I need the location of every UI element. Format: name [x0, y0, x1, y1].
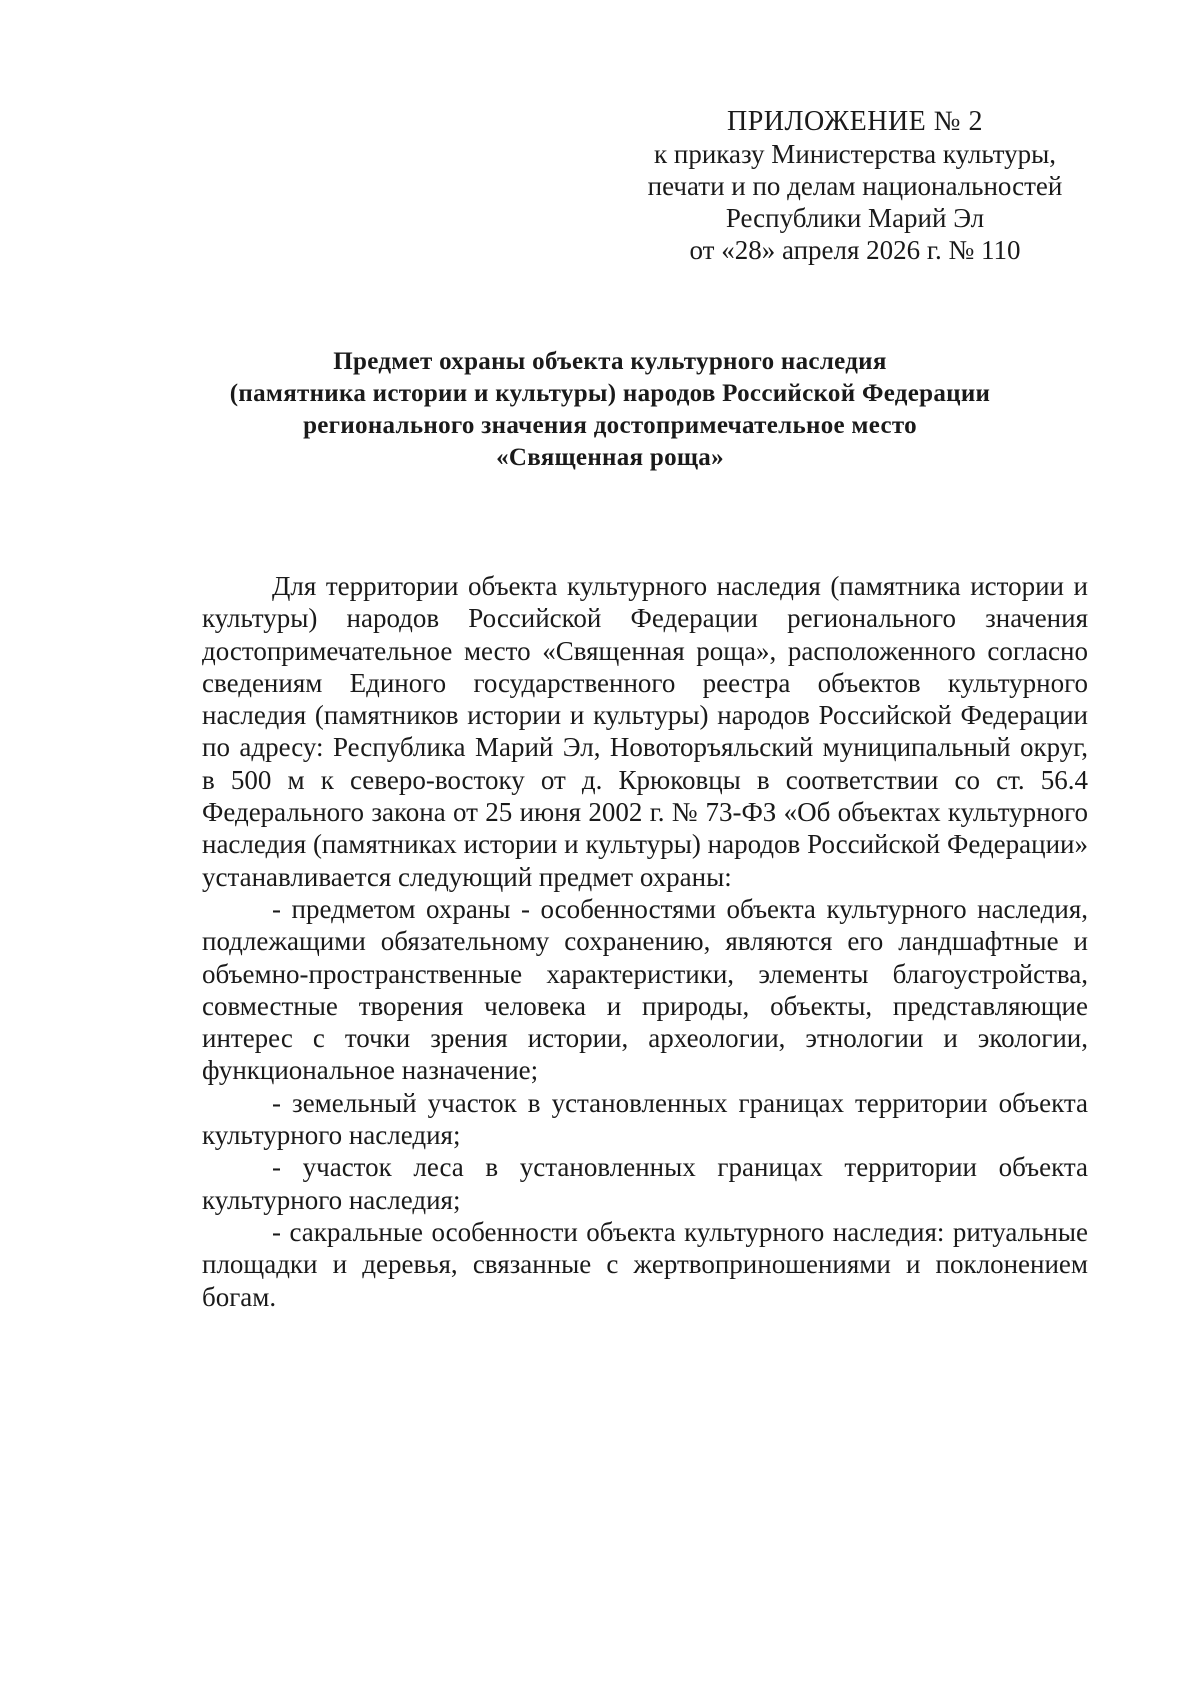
title-line: (памятника истории и культуры) народов Российской Федерации [229, 380, 991, 407]
appendix-title: ПРИЛОЖЕНИЕ № 2 [727, 106, 983, 137]
list-item: - сакральные особенности объекта культурного наследия: ритуальные площадки и деревья, связанные с жертвоприношениями и поклонением богам. [202, 1216, 1088, 1312]
appendix-line: печати и по делам национальностей [647, 171, 1063, 201]
document-title [150, 346, 1070, 474]
list-item: - земельный участок в установленных границах территории объекта культурного наследия; [202, 1087, 1088, 1151]
document-body [202, 570, 1088, 1313]
appendix-line: Республики Марий Эл [725, 203, 985, 233]
appendix-header [620, 106, 1090, 266]
appendix-order-date: от «28» апреля 2026 г. № 110 [689, 235, 1021, 265]
list-item: - участок леса в установленных границах территории объекта культурного наследия; [202, 1152, 1088, 1215]
appendix-line: к приказу Министерства культуры, [654, 139, 1056, 169]
title-line: регионального значения достопримечательное место [303, 412, 917, 439]
body-paragraph: Для территории объекта культурного наследия (памятника истории и культуры) народов Российской Федерации регионального значения достопримечательное место «Священная роща», расположенного согласно сведениям Единого государственного реестра объектов культурного наследия (памятников истории и культуры) народов Российской Федерации по адресу: Республика Марий Эл, Новоторъяльский муниципальный округ, в 500 м к северо-востоку от д. Крюковцы в соответствии со ст. 56.4 Федерального закона от 25 июня 2002 г. № 73-ФЗ «Об объектах культурного наследия (памятниках истории и культуры) народов Российской Федерации» устанавливается следующий предмет охраны: [202, 571, 1088, 892]
title-line: Предмет охраны объекта культурного наследия [333, 348, 887, 375]
list-item: - предметом охраны - особенностями объекта культурного наследия, подлежащими обязательному сохранению, являются его ландшафтные и объемно-пространственные характеристики, элементы благоустройства, совместные творения человека и природы, объекты, представляющие интерес с точки зрения истории, археологии, этнологии и экологии, функциональное назначение; [202, 893, 1088, 1086]
title-line: «Священная роща» [496, 444, 724, 471]
